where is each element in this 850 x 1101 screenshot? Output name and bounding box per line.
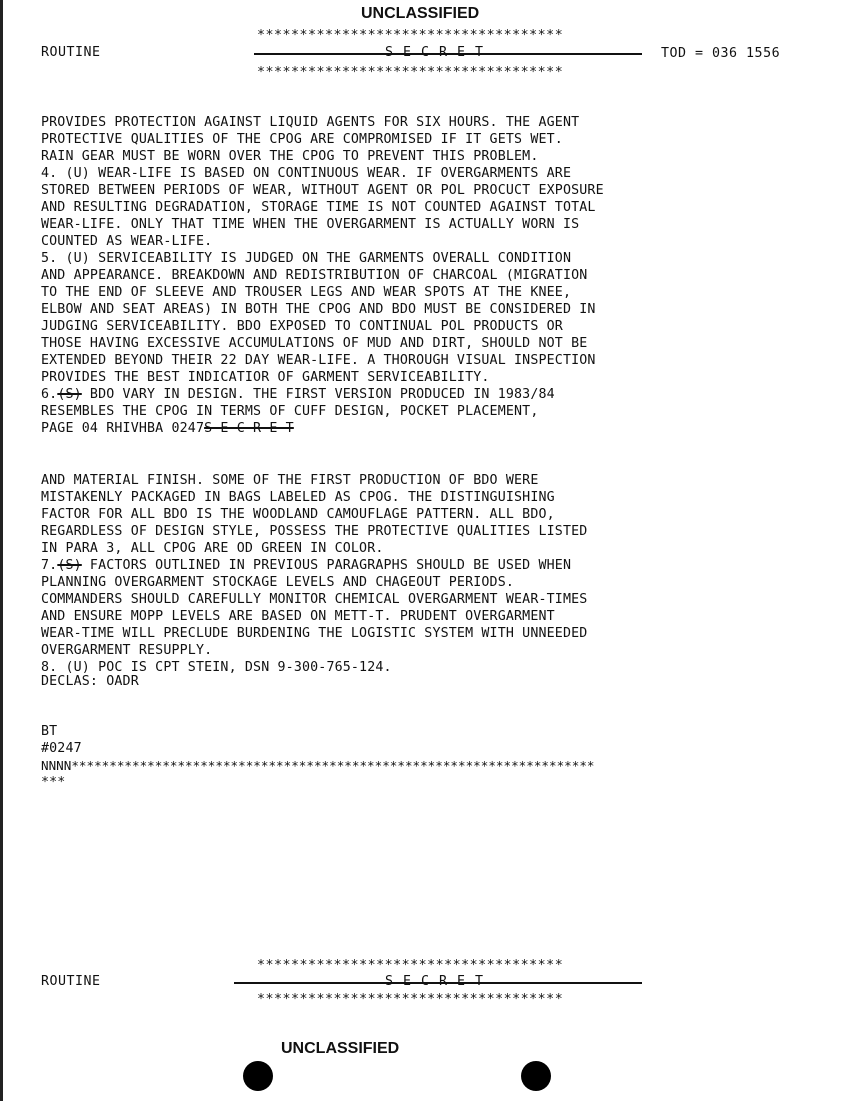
- text-line: REGARDLESS OF DESIGN STYLE, POSSESS THE PROTECTIVE QUALITIES LISTED: [41, 524, 588, 539]
- classification-bottom: UNCLASSIFIED: [281, 1040, 400, 1057]
- text-line: WEAR-TIME WILL PRECLUDE BURDENING THE LOGISTIC SYSTEM WITH UNNEEDED: [41, 626, 588, 641]
- text-line: TO THE END OF SLEEVE AND TROUSER LEGS AND WEAR SPOTS AT THE KNEE,: [41, 285, 572, 300]
- header-secret-marking: S E C R E T: [385, 45, 485, 60]
- bt-marker: BT: [41, 724, 58, 739]
- text-line: AND MATERIAL FINISH. SOME OF THE FIRST PRODUCTION OF BDO WERE: [41, 473, 539, 488]
- text-line: RAIN GEAR MUST BE WORN OVER THE CPOG TO PREVENT THIS PROBLEM.: [41, 149, 539, 164]
- page-header: [41, 420, 294, 437]
- text-line: 5. (U) SERVICEABILITY IS JUDGED ON THE GARMENTS OVERALL CONDITION: [41, 251, 572, 266]
- para-number: 6.: [41, 387, 58, 402]
- text-line: IN PARA 3, ALL CPOG ARE OD GREEN IN COLOR.: [41, 541, 384, 556]
- text-line: AND ENSURE MOPP LEVELS ARE BASED ON METT-T. PRUDENT OVERGARMENT: [41, 609, 555, 624]
- text-line: EXTENDED BEYOND THEIR 22 DAY WEAR-LIFE. A THOROUGH VISUAL INSPECTION: [41, 353, 596, 368]
- page-header-label: PAGE 04 RHIVHBA 0247: [41, 421, 205, 436]
- message-number: #0247: [41, 741, 82, 756]
- end-of-message-line: NNNN*********************************************************************: [41, 758, 595, 773]
- paragraph-7-line: [41, 557, 587, 574]
- footer-stars-bottom: ************************************: [257, 992, 564, 1007]
- text-line: COUNTED AS WEAR-LIFE.: [41, 234, 213, 249]
- classification-mark-struck: (S): [57, 558, 82, 573]
- tod-stamp: TOD = 036 1556: [661, 46, 781, 61]
- precedence-top: ROUTINE: [41, 45, 101, 60]
- punch-hole-right: [521, 1061, 551, 1091]
- page-header-secret: S E C R E T: [204, 421, 294, 436]
- text-line: 8. (U) POC IS CPT STEIN, DSN 9-300-765-124.: [41, 660, 392, 675]
- body-block-1: [41, 97, 604, 437]
- text-line: PLANNING OVERGARMENT STOCKAGE LEVELS AND CHAGEOUT PERIODS.: [41, 575, 515, 590]
- text-line: STORED BETWEEN PERIODS OF WEAR, WITHOUT AGENT OR POL PROCUCT EXPOSURE: [41, 183, 604, 198]
- body-block-2: [41, 455, 587, 693]
- text-line: MISTAKENLY PACKAGED IN BAGS LABELED AS CPOG. THE DISTINGUISHING: [41, 490, 555, 505]
- punch-hole-left: [243, 1061, 273, 1091]
- para-number: 7.: [41, 558, 58, 573]
- classification-top: UNCLASSIFIED: [361, 5, 480, 22]
- trailing-stars: ***: [41, 775, 66, 790]
- text-line: PROVIDES THE BEST INDICATIOR OF GARMENT SERVICEABILITY.: [41, 370, 490, 385]
- precedence-bottom: ROUTINE: [41, 974, 101, 989]
- header-stars-top: ************************************: [257, 28, 564, 43]
- text-line: OVERGARMENT RESUPPLY.: [41, 643, 213, 658]
- footer-stars-top: ************************************: [257, 958, 564, 973]
- para-text: FACTORS OUTLINED IN PREVIOUS PARAGRAPHS SHOULD BE USED WHEN: [81, 558, 572, 573]
- text-line: AND APPEARANCE. BREAKDOWN AND REDISTRIBUTION OF CHARCOAL (MIGRATION: [41, 268, 588, 283]
- text-line: PROVIDES PROTECTION AGAINST LIQUID AGENTS FOR SIX HOURS. THE AGENT: [41, 115, 580, 130]
- text-line: FACTOR FOR ALL BDO IS THE WOODLAND CAMOUFLAGE PATTERN. ALL BDO,: [41, 507, 555, 522]
- declas-line: DECLAS: OADR: [41, 674, 139, 689]
- text-line: 4. (U) WEAR-LIFE IS BASED ON CONTINUOUS WEAR. IF OVERGARMENTS ARE: [41, 166, 572, 181]
- classification-mark-struck: (S): [57, 387, 82, 402]
- text-line: WEAR-LIFE. ONLY THAT TIME WHEN THE OVERGARMENT IS ACTUALLY WORN IS: [41, 217, 580, 232]
- paragraph-6-line: [41, 386, 604, 403]
- text-line: AND RESULTING DEGRADATION, STORAGE TIME IS NOT COUNTED AGAINST TOTAL: [41, 200, 596, 215]
- text-line: RESEMBLES THE CPOG IN TERMS OF CUFF DESIGN, POCKET PLACEMENT,: [41, 404, 539, 419]
- text-line: PROTECTIVE QUALITIES OF THE CPOG ARE COMPROMISED IF IT GETS WET.: [41, 132, 563, 147]
- footer-secret-marking: S E C R E T: [385, 974, 485, 989]
- text-line: THOSE HAVING EXCESSIVE ACCUMULATIONS OF MUD AND DIRT, SHOULD NOT BE: [41, 336, 588, 351]
- text-line: JUDGING SERVICEABILITY. BDO EXPOSED TO CONTINUAL POL PRODUCTS OR: [41, 319, 563, 334]
- scan-edge: [0, 0, 3, 1101]
- header-stars-bottom: ************************************: [257, 65, 564, 80]
- text-line: COMMANDERS SHOULD CAREFULLY MONITOR CHEMICAL OVERGARMENT WEAR-TIMES: [41, 592, 588, 607]
- text-line: ELBOW AND SEAT AREAS) IN BOTH THE CPOG AND BDO MUST BE CONSIDERED IN: [41, 302, 596, 317]
- para-text: BDO VARY IN DESIGN. THE FIRST VERSION PRODUCED IN 1983/84: [81, 387, 555, 402]
